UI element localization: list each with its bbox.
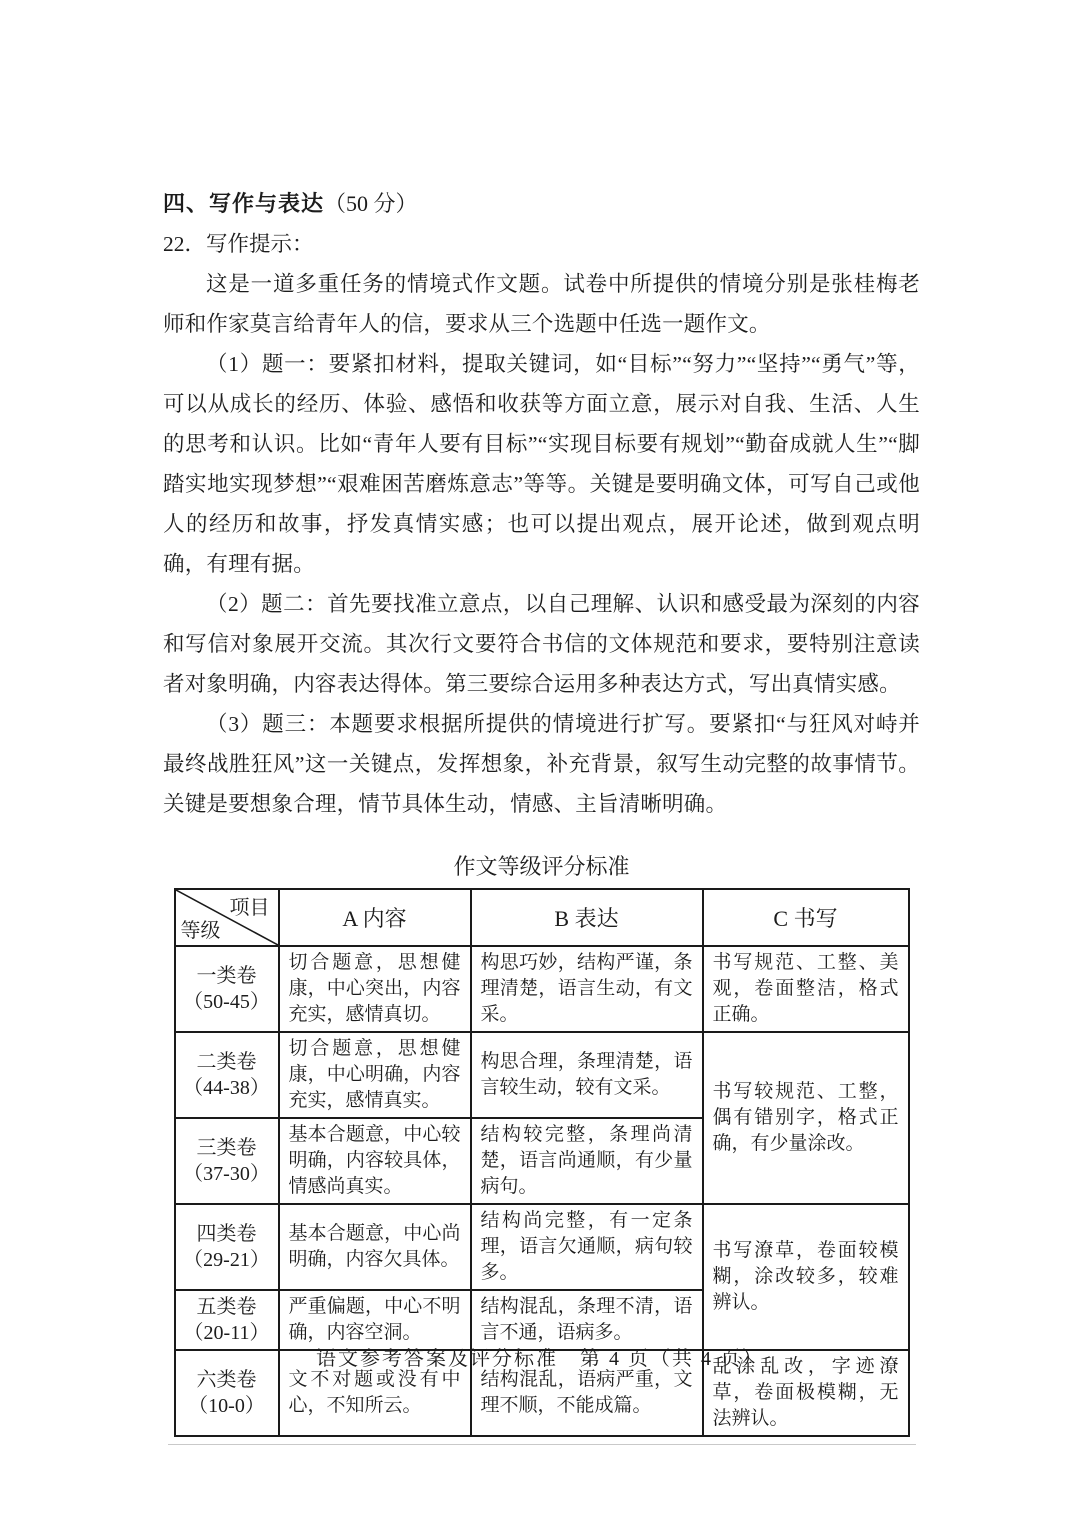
content-cell: 基本合题意，中心尚明确，内容欠具体。 (279, 1204, 471, 1290)
question-label: 22．写作提示： (163, 232, 314, 256)
section-heading (163, 184, 920, 224)
rubric-row (175, 946, 909, 1032)
grade-range: （50-45） (183, 991, 270, 1013)
grade-range: （37-30） (183, 1163, 270, 1185)
column-header-content: A 内容 (279, 889, 471, 946)
grade-range: （10-0） (188, 1395, 265, 1417)
grade-label: 六类卷 (196, 1369, 257, 1391)
content-cell: 切合题意，思想健康，中心明确，内容充实，感情真实。 (279, 1032, 471, 1118)
grade-label: 二类卷 (196, 1051, 257, 1073)
paragraph-intro: 这是一道多重任务的情境式作文题。试卷中所提供的情境分别是张桂梅老师和作家莫言给青年人的信，要求从三个选题中任选一题作文。 (163, 272, 920, 336)
paragraph-topic-2: （2）题二：首先要找准立意点，以自己理解、认识和感受最为深刻的内容和写信对象展开交流。其次行文要符合书信的文体规范和要求，要特别注意读者对象明确，内容表达得体。第三要综合运用多种表达方式，写出真情实感。 (163, 592, 920, 696)
handwriting-cell: 书写较规范、工整，偶有错别字，格式正确，有少量涂改。 (703, 1032, 909, 1204)
section-heading-title: 四、写作与表达 (163, 191, 325, 216)
column-header-handwriting: C 书写 (703, 889, 909, 946)
content-cell: 文不对题或没有中心，不知所云。 (279, 1350, 471, 1436)
grade-label: 三类卷 (196, 1137, 257, 1159)
expression-cell: 结构尚完整，有一定条理，语言欠通顺，病句较多。 (471, 1204, 703, 1290)
expression-cell: 结构混乱，语病严重，文理不顺，不能成篇。 (471, 1350, 703, 1436)
grade-cell (175, 1204, 279, 1290)
grade-label: 四类卷 (196, 1223, 257, 1245)
content-cell: 基本合题意，中心较明确，内容较具体，情感尚真实。 (279, 1118, 471, 1204)
grade-range: （29-21） (183, 1249, 270, 1271)
content-cell: 严重偏题，中心不明确，内容空洞。 (279, 1290, 471, 1350)
grade-label: 一类卷 (196, 965, 257, 987)
column-header-expression: B 表达 (471, 889, 703, 946)
rubric-row (175, 1032, 909, 1118)
corner-label-item: 项目 (229, 897, 270, 919)
grade-cell (175, 1290, 279, 1350)
corner-cell (175, 889, 279, 946)
expression-cell: 结构混乱，条理不清，语言不通，语病多。 (471, 1290, 703, 1350)
rubric-header-row (175, 889, 909, 946)
paragraph-topic-3: （3）题三：本题要求根据所提供的情境进行扩写。要紧扣“与狂风对峙并最终战胜狂风”这一关键点，发挥想象，补充背景，叙写生动完整的故事情节。关键是要想象合理，情节具体生动，情感、主旨清晰明确。 (163, 712, 920, 816)
grade-cell (175, 1032, 279, 1118)
expression-cell: 结构较完整，条理尚清楚，语言尚通顺，有少量病句。 (471, 1118, 703, 1204)
rubric-row (175, 1204, 909, 1290)
expression-cell: 构思巧妙，结构严谨，条理清楚，语言生动，有文采。 (471, 946, 703, 1032)
grade-cell (175, 1118, 279, 1204)
page-footer: 语文参考答案及评分标准 第 4 页（共 4 页） (316, 1348, 764, 1370)
grade-label: 五类卷 (196, 1296, 257, 1318)
expression-cell: 构思合理，条理清楚，语言较生动，较有文采。 (471, 1032, 703, 1118)
grade-range: （44-38） (183, 1077, 270, 1099)
paragraph-topic-1: （1）题一：要紧扣材料，提取关键词，如“目标”“努力”“坚持”“勇气”等，可以从成长的经历、体验、感悟和收获等方面立意，展示对自我、生活、人生的思考和认识。比如“青年人要有目标”“实现目标要有规划”“勤奋成就人生”“脚踏实地实现梦想”“艰难困苦磨炼意志”等等。关键是要明确文体，可写自己或他人的经历和故事，抒发真情实感；也可以提出观点，展开论述，做到观点明确，有理有据。 (163, 352, 920, 576)
section-heading-score: （50 分） (324, 191, 418, 216)
handwriting-cell: 乱涂乱改，字迹潦草，卷面极模糊，无法辨认。 (703, 1350, 909, 1436)
handwriting-cell: 书写潦草，卷面较模糊，涂改较多，较难辨认。 (703, 1204, 909, 1350)
scan-artifact-line (168, 1444, 916, 1445)
handwriting-cell: 书写规范、工整、美观，卷面整洁，格式正确。 (703, 946, 909, 1032)
document-content (163, 184, 920, 1445)
corner-label-grade: 等级 (180, 920, 221, 942)
content-cell: 切合题意，思想健康，中心突出，内容充实，感情真切。 (279, 946, 471, 1032)
rubric-title: 作文等级评分标准 (453, 854, 630, 879)
grade-cell (175, 946, 279, 1032)
grade-range: （20-11） (183, 1322, 270, 1344)
